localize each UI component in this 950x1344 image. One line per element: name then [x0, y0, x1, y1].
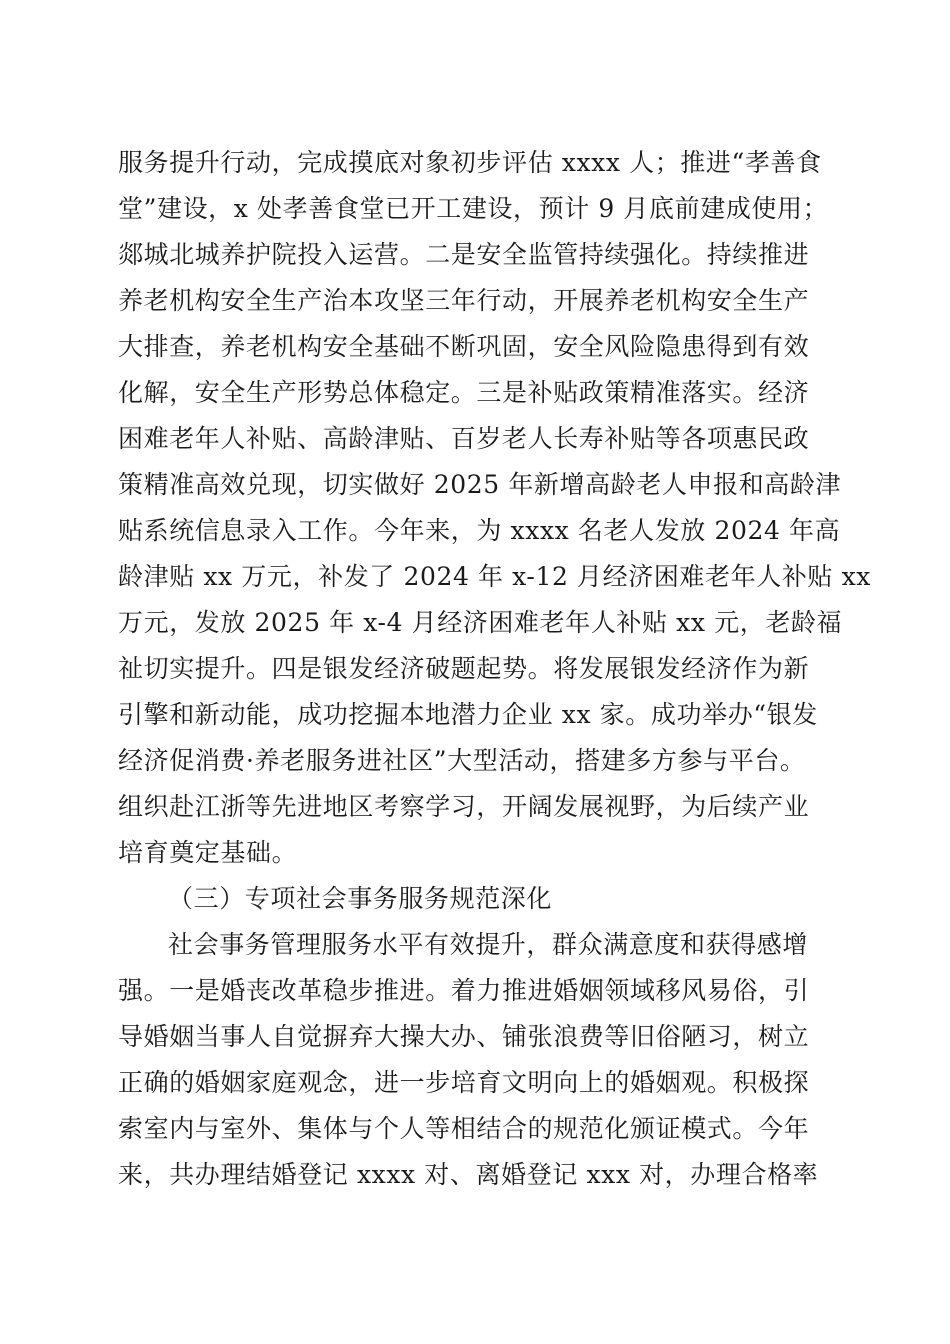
paragraph-line: 万元，发放 2025 年 x-4 月经济困难老年人补贴 xx 元，老龄福	[118, 608, 843, 637]
paragraph-line: 龄津贴 xx 万元，补发了 2024 年 x-12 月经济困难老年人补贴 xx	[118, 562, 871, 591]
paragraph-line: 来，共办理结婚登记 xxxx 对、离婚登记 xxx 对，办理合格率	[118, 1160, 819, 1189]
paragraph-line: 郯城北城养护院投入运营。二是安全监管持续强化。持续推进	[118, 240, 810, 269]
section-heading: （三）专项社会事务服务规范深化	[168, 884, 553, 913]
paragraph-line: 堂”建设，x 处孝善食堂已开工建设，预计 9 月底前建成使用；	[118, 194, 829, 223]
paragraph-line: 社会事务管理服务水平有效提升，群众满意度和获得感增	[168, 930, 809, 959]
paragraph-line: 正确的婚姻家庭观念，进一步培育文明向上的婚姻观。积极探	[118, 1068, 810, 1097]
paragraph-line: 培育奠定基础。	[118, 838, 298, 867]
paragraph-line: 组织赴江浙等先进地区考察学习，开阔发展视野，为后续产业	[118, 792, 810, 821]
paragraph-line: 索室内与室外、集体与个人等相结合的规范化颁证模式。今年	[118, 1114, 810, 1143]
paragraph-line: 困难老年人补贴、高龄津贴、百岁老人长寿补贴等各项惠民政	[118, 424, 810, 453]
paragraph-line: 强。一是婚丧改革稳步推进。着力推进婚姻领域移风易俗，引	[118, 976, 810, 1005]
paragraph-line: 服务提升行动，完成摸底对象初步评估 xxxx 人；推进“孝善食	[118, 148, 822, 177]
paragraph-line: 策精准高效兑现，切实做好 2025 年新增高龄老人申报和高龄津	[118, 470, 842, 499]
paragraph-line: 祉切实提升。四是银发经济破题起势。将发展银发经济作为新	[118, 654, 810, 683]
paragraph-line: 大排查，养老机构安全基础不断巩固，安全风险隐患得到有效	[118, 332, 810, 361]
paragraph-line: 化解，安全生产形势总体稳定。三是补贴政策精准落实。经济	[118, 378, 810, 407]
paragraph-line: 引擎和新动能，成功挖掘本地潜力企业 xx 家。成功举办“银发	[118, 700, 818, 729]
paragraph-line: 贴系统信息录入工作。今年来，为 xxxx 名老人发放 2024 年高	[118, 516, 841, 545]
paragraph-line: 导婚姻当事人自觉摒弃大操大办、铺张浪费等旧俗陋习，树立	[118, 1022, 810, 1051]
paragraph-line: 养老机构安全生产治本攻坚三年行动，开展养老机构安全生产	[118, 286, 810, 315]
paragraph-line: 经济促消费·养老服务进社区”大型活动，搭建多方参与平台。	[118, 746, 806, 775]
